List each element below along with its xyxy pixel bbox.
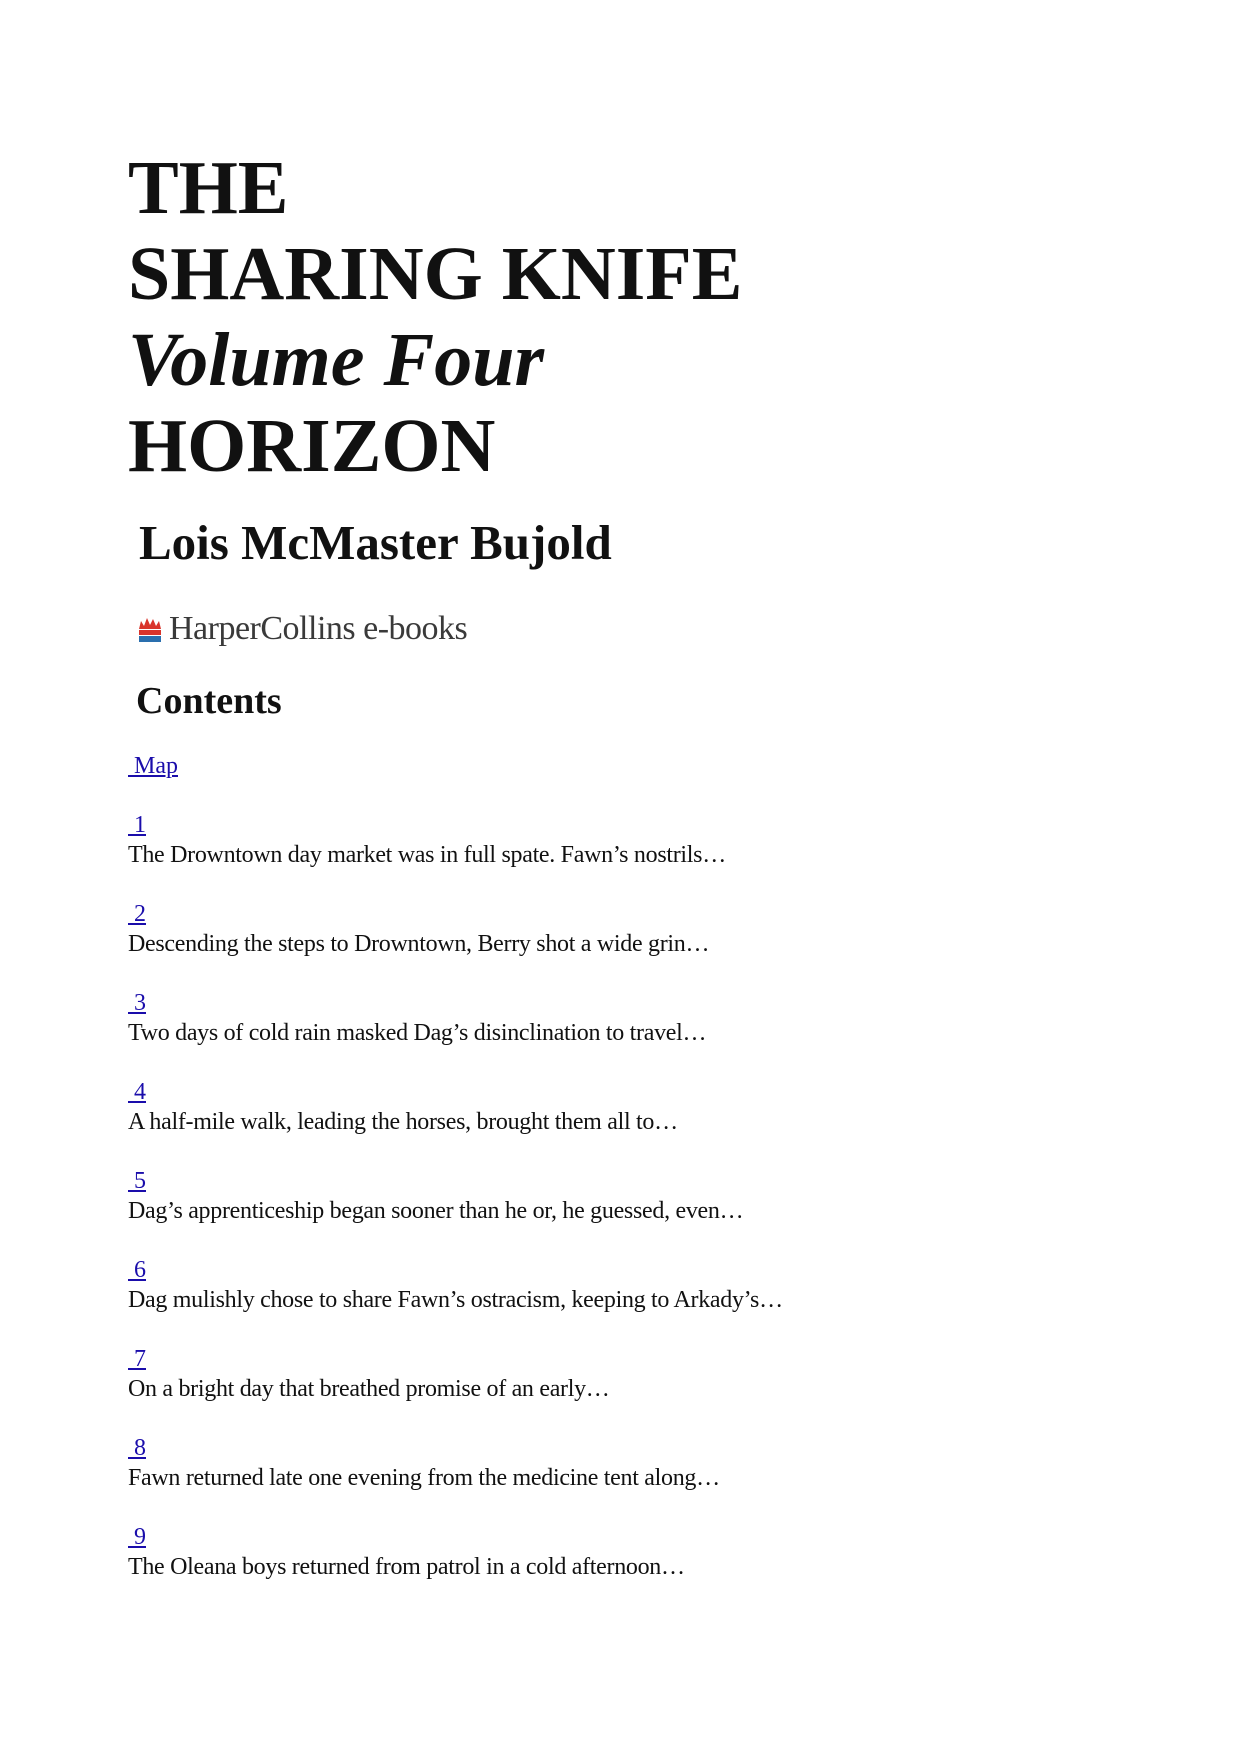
title-line-subtitle: HORIZON (128, 404, 496, 488)
list-item (128, 1166, 1178, 1226)
list-item (128, 810, 1178, 870)
list-item (128, 1433, 1178, 1493)
title-line-series: SHARING KNIFE (128, 232, 743, 316)
chapter-link-1[interactable]: 1 (128, 812, 146, 838)
chapter-excerpt: Dag’s apprenticeship began sooner than he or, he guessed, even… (128, 1198, 744, 1224)
title-line-the: THE (128, 146, 289, 230)
chapter-link-5[interactable]: 5 (128, 1168, 146, 1194)
title-line-volume: Volume Four (128, 318, 545, 402)
chapter-link-6[interactable]: 6 (128, 1257, 146, 1283)
list-item (128, 899, 1178, 959)
chapter-link-8[interactable]: 8 (128, 1435, 146, 1461)
chapter-link-2[interactable]: 2 (128, 901, 146, 927)
chapter-excerpt: A half-mile walk, leading the horses, brought them all to… (128, 1109, 678, 1135)
chapter-excerpt: On a bright day that breathed promise of an early… (128, 1376, 610, 1402)
author-name: Lois McMaster Bujold (139, 515, 612, 570)
chapter-excerpt: The Oleana boys returned from patrol in a cold afternoon… (128, 1554, 685, 1580)
chapter-excerpt: Descending the steps to Drowntown, Berry shot a wide grin… (128, 931, 710, 957)
chapter-link-3[interactable]: 3 (128, 990, 146, 1016)
chapter-excerpt: Two days of cold rain masked Dag’s disinclination to travel… (128, 1020, 707, 1046)
chapter-list (128, 810, 1178, 1582)
book-front-matter (128, 145, 1178, 1611)
list-item (128, 1255, 1178, 1315)
list-item (128, 1077, 1178, 1137)
list-item (128, 988, 1178, 1048)
chapter-link-7[interactable]: 7 (128, 1346, 146, 1372)
publisher-name: HarperCollins e-books (169, 610, 468, 647)
chapter-excerpt: Dag mulishly chose to share Fawn’s ostracism, keeping to Arkady’s… (128, 1287, 783, 1313)
map-link[interactable]: Map (128, 753, 178, 779)
harpercollins-flame-logo-icon (137, 615, 163, 643)
contents-heading: Contents (136, 680, 282, 722)
chapter-link-9[interactable]: 9 (128, 1524, 146, 1550)
chapter-excerpt: The Drowntown day market was in full spate. Fawn’s nostrils… (128, 842, 726, 868)
chapter-excerpt: Fawn returned late one evening from the medicine tent along… (128, 1465, 720, 1491)
publisher-imprint (137, 609, 1178, 649)
list-item (128, 1522, 1178, 1582)
list-item (128, 1344, 1178, 1404)
book-title (128, 145, 1178, 489)
chapter-link-4[interactable]: 4 (128, 1079, 146, 1105)
